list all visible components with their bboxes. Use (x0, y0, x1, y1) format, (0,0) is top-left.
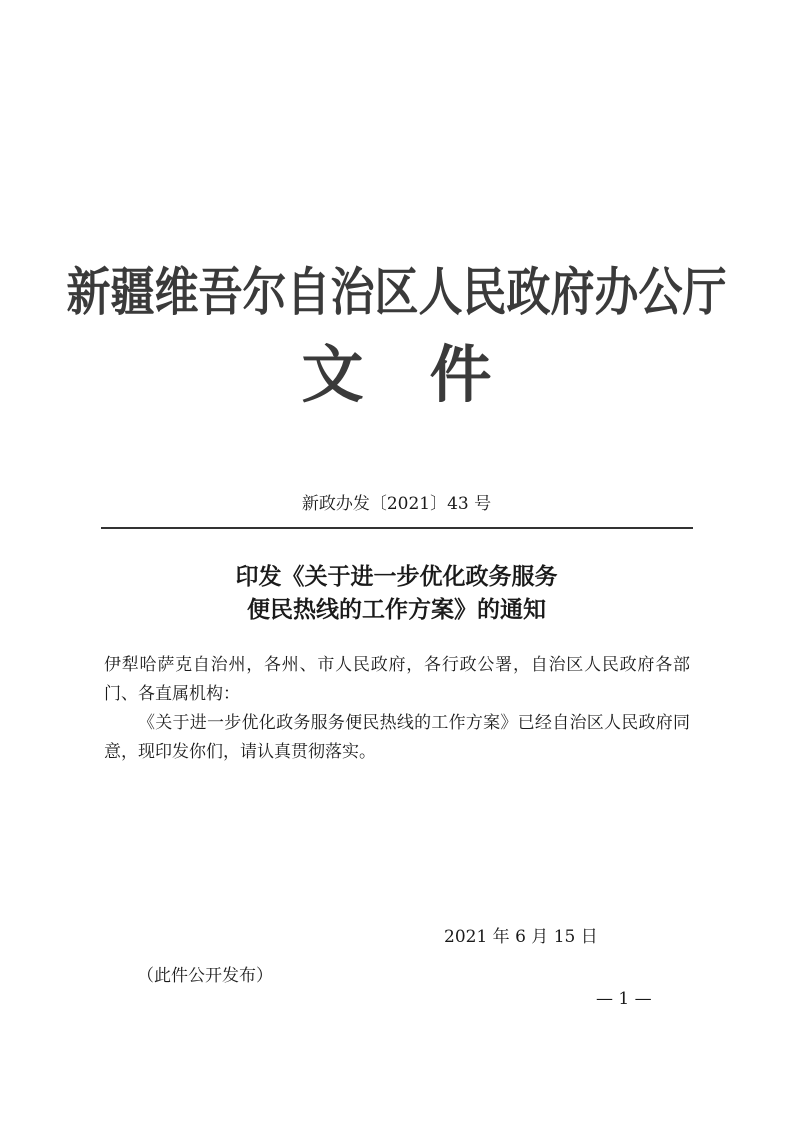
document-title (0, 560, 793, 626)
recipients-paragraph: 伊犁哈萨克自治州，各州、市人民政府，各行政公署，自治区人民政府各部门、各直属机构： (104, 655, 690, 704)
document-number: 新政办发〔2021〕43 号 (301, 494, 492, 514)
issue-date: 2021 年 6 月 15 日 (444, 927, 598, 947)
title-line-2: 便民热线的工作方案》的通知 (247, 596, 546, 623)
title-line-1: 印发《关于进一步优化政务服务 (235, 563, 558, 590)
publication-note: （此件公开发布） (137, 966, 273, 986)
main-paragraph: 《关于进一步优化政务服务便民热线的工作方案》已经自治区人民政府同意，现印发你们，请认真贯彻落实。 (104, 713, 690, 762)
issuing-authority: 新疆维吾尔自治区人民政府办公厅 (66, 262, 727, 324)
document-type-label: 文件 (301, 338, 558, 411)
header-divider (101, 527, 693, 529)
page-number: — 1 — (596, 989, 652, 1009)
document-body (104, 651, 690, 767)
